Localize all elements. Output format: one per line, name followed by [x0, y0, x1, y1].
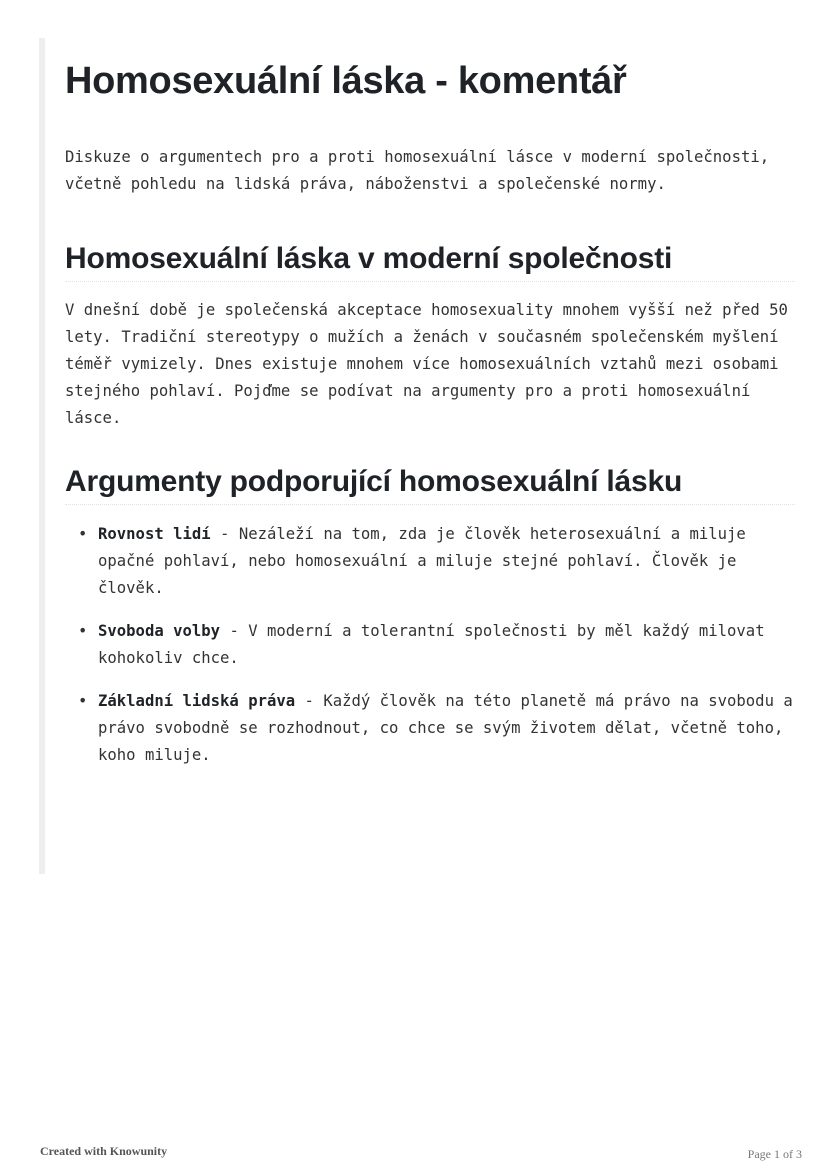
- list-item-term: Svoboda volby: [98, 622, 221, 640]
- list-item: [65, 688, 795, 769]
- list-item: [65, 618, 795, 672]
- intro-paragraph: Diskuze o argumentech pro a proti homosexuální lásce v moderní společnosti, včetně pohledu na lidská práva, náboženstvi a společenské normy.: [65, 148, 770, 193]
- section-heading-arguments-for: Argumenty podporující homosexuální lásku: [65, 464, 795, 505]
- bullet-icon: •: [78, 525, 88, 543]
- document-content: [39, 38, 805, 874]
- arguments-list: [65, 521, 795, 769]
- bullet-icon: •: [78, 692, 88, 710]
- list-item-text: - Nezáleží na tom, zda je člověk heterosexuální a miluje opačné pohlaví, nebo homosexuální a miluje stejné pohlaví. Člověk je člověk.: [98, 525, 746, 597]
- list-item-text: - Každý člověk na této planetě má právo na svobodu a právo svobodně se rozhodnout, co chce se svým životem dělat, včetně toho, koho miluje.: [98, 692, 793, 764]
- footer-page-indicator: Page 1 of 3: [747, 1147, 802, 1161]
- section-heading-modern-society: Homosexuální láska v moderní společnosti: [65, 241, 795, 282]
- list-item-term: Rovnost lidí: [98, 525, 211, 543]
- list-item: [65, 521, 795, 602]
- list-item-text: - V moderní a tolerantní společnosti by měl každý milovat kohokoliv chce.: [98, 622, 765, 667]
- section-paragraph-modern-society: V dnešní době je společenská akceptace homosexuality mnohem vyšší než před 50 lety. Tradiční stereotypy o mužích a ženách v současném společenském myšlení téměř vymizely. Dnes existuje mnohem více homosexuálních vztahů mezi osobami stejného pohlaví. Pojďme se podívat na argumenty pro a proti homosexuální lásce.: [65, 301, 788, 427]
- footer-created-with: Created with Knowunity: [40, 1144, 168, 1158]
- bullet-icon: •: [78, 622, 88, 640]
- list-item-term: Základní lidská práva: [98, 692, 296, 710]
- page-title: Homosexuální láska - komentář: [65, 60, 627, 102]
